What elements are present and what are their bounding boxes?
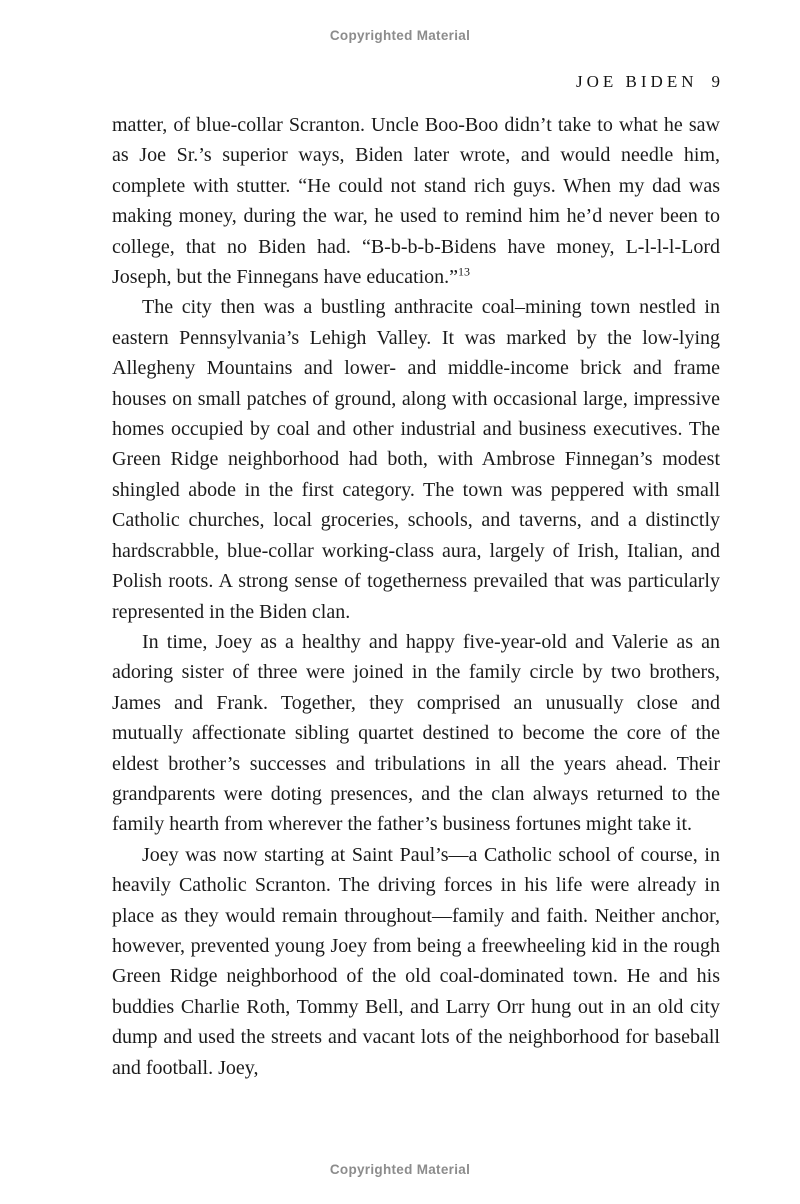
paragraph-1-text: matter, of blue-collar Scranton. Uncle Boo-Boo didn’t take to what he saw as Joe Sr.’s superior ways, Biden later wrote, and would needle him, complete with stutter. “He could not stand rich guys. When my dad was making money, during the war, he used to remind him he’d never been to college, that no Biden had. “B-b-b-b-Bidens have money, L-l-l-l-Lord Joseph, but the Finnegans have education.” bbox=[112, 114, 720, 289]
paragraph-3-text: In time, Joey as a healthy and happy five-year-old and Valerie as an adoring sister of three were joined in the family circle by two brothers, James and Frank. Together, they comprised an unusually close and mutually affectionate sibling quartet destined to become the core of the eldest brother’s successes and tribulations in all the years ahead. Their grandparents were doting presences, and the clan always returned to the family hearth from wherever the father’s business fortunes might take it. bbox=[112, 630, 720, 836]
body-text bbox=[112, 110, 720, 1083]
running-header bbox=[112, 72, 720, 92]
paragraph-4 bbox=[112, 840, 720, 1083]
running-head-title: JOE BIDEN bbox=[576, 72, 698, 91]
paragraph-2-text: The city then was a bustling anthracite coal–mining town nestled in eastern Pennsylvania’s Lehigh Valley. It was marked by the low-lying Allegheny Mountains and lower- and middle-income brick and frame houses on small patches of ground, along with occasional large, impressive homes occupied by coal and other industrial and business executives. The Green Ridge neighborhood had both, with Ambrose Finnegan’s modest shingled abode in the first category. The town was peppered with small Catholic churches, local groceries, schools, and taverns, and a distinctly hardscrabble, blue-collar working-class aura, largely of Irish, Italian, and Polish roots. A strong sense of togetherness prevailed that was particularly represented in the Biden clan. bbox=[112, 296, 720, 623]
paragraph-2 bbox=[112, 292, 720, 626]
page-number: 9 bbox=[711, 72, 720, 91]
footnote-ref-13: 13 bbox=[458, 264, 471, 279]
paragraph-4-text: Joey was now starting at Saint Paul’s—a Catholic school of course, in heavily Catholic Scranton. The driving forces in his life were already in place as they would remain throughout—family and faith. Neither anchor, however, prevented young Joey from being a freewheeling kid in the rough Green Ridge neighborhood of the old coal-dominated town. He and his buddies Charlie Roth, Tommy Bell, and Larry Orr hung out in an old city dump and used the streets and vacant lots of the neighborhood for baseball and football. Joey, bbox=[112, 843, 720, 1079]
paragraph-1 bbox=[112, 110, 720, 292]
copyright-notice-bottom: Copyrighted Material bbox=[329, 1162, 471, 1177]
copyright-notice-top: Copyrighted Material bbox=[329, 28, 471, 43]
paragraph-3 bbox=[112, 627, 720, 840]
